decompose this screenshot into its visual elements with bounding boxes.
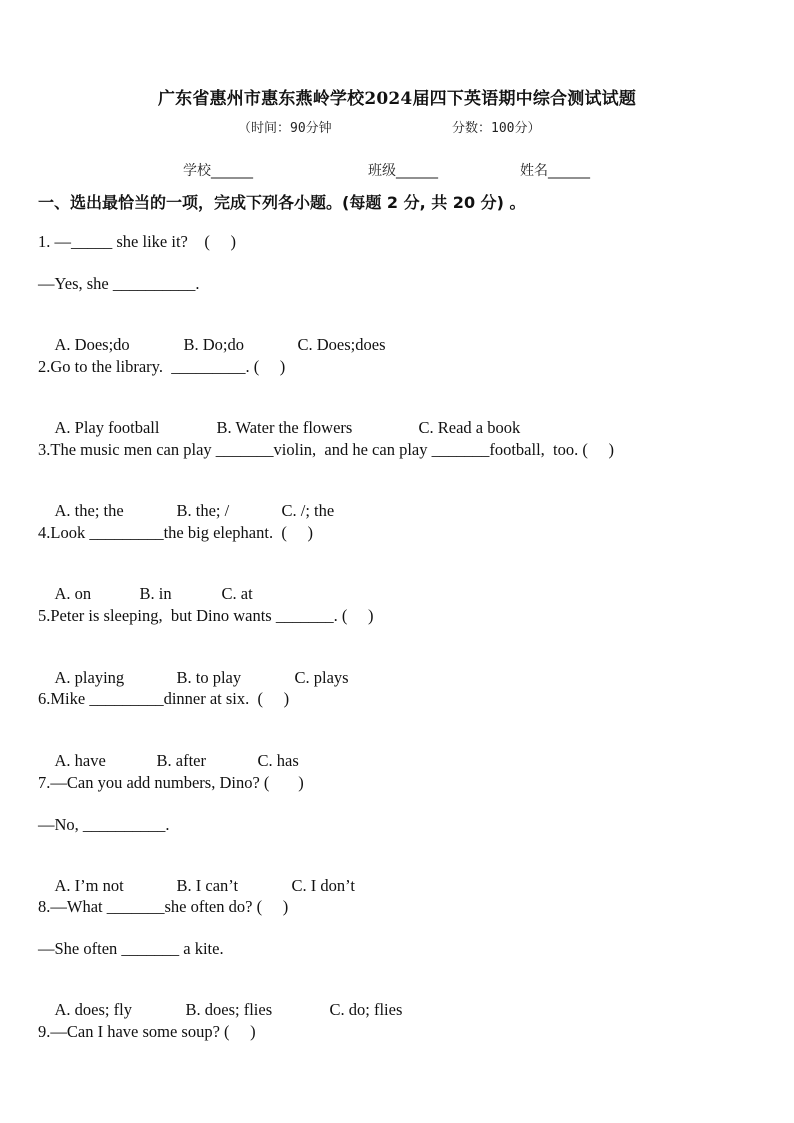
option-c: C. plays <box>294 668 349 687</box>
option-a: A. I’m not <box>54 876 124 895</box>
option-b: B. Water the flowers <box>216 418 353 437</box>
option-c: C. I don’t <box>291 876 355 895</box>
option-b: B. I can’t <box>176 876 239 895</box>
option-c: C. do; flies <box>329 1000 403 1019</box>
option-a: A. on <box>54 584 92 603</box>
section-heading: 一、选出最恰当的一项，完成下列各小题。(每题 2 分, 共 20 分) 。 <box>38 193 526 212</box>
option-c: C. has <box>257 751 299 770</box>
question-6-stem: 6.Mike _________dinner at six. ( ) <box>38 689 290 708</box>
option-b: B. after <box>156 751 206 770</box>
option-a: A. Play football <box>54 418 160 437</box>
option-a: A. the; the <box>54 501 124 520</box>
option-c: C. Does;does <box>297 335 386 354</box>
question-8-stem: 8.—What _______she often do? ( ) <box>38 897 289 916</box>
option-b: B. to play <box>176 668 242 687</box>
option-a: A. have <box>54 751 106 770</box>
option-b: B. does; flies <box>185 1000 273 1019</box>
school-field: 学校______ <box>183 163 253 179</box>
option-a: A. Does;do <box>54 335 130 354</box>
option-c: C. at <box>221 584 253 603</box>
question-4-stem: 4.Look _________the big elephant. ( ) <box>38 523 313 542</box>
option-b: B. in <box>139 584 172 603</box>
option-a: A. does; fly <box>54 1000 132 1019</box>
option-b: B. the; / <box>176 501 230 520</box>
question-9-stem: 9.—Can I have some soup? ( ) <box>38 1022 256 1041</box>
total-score: 分数：100分） <box>452 121 541 136</box>
question-1-stem: 1. —_____ she like it? ( ) <box>38 232 236 251</box>
question-1-reply: —Yes, she __________. <box>38 274 200 293</box>
option-a: A. playing <box>54 668 125 687</box>
exam-title: 广东省惠州市惠东燕岭学校2024届四下英语期中综合测试试题 <box>157 89 637 109</box>
question-2-stem: 2.Go to the library. _________. ( ) <box>38 357 286 376</box>
question-7-reply: —No, __________. <box>38 815 170 834</box>
question-3-stem: 3.The music men can play _______violin, and he can play _______football, too. ( ) <box>38 440 615 459</box>
question-7-stem: 7.—Can you add numbers, Dino? ( ) <box>38 773 304 792</box>
question-8-reply: —She often _______ a kite. <box>38 939 224 958</box>
name-field: 姓名______ <box>520 163 590 179</box>
class-field: 班级______ <box>368 163 438 179</box>
option-c: C. Read a book <box>418 418 521 437</box>
option-b: B. Do;do <box>183 335 245 354</box>
question-5-stem: 5.Peter is sleeping, but Dino wants _______. ( ) <box>38 606 374 625</box>
time-limit: （时间：90分钟 <box>238 121 332 136</box>
option-c: C. /; the <box>281 501 335 520</box>
